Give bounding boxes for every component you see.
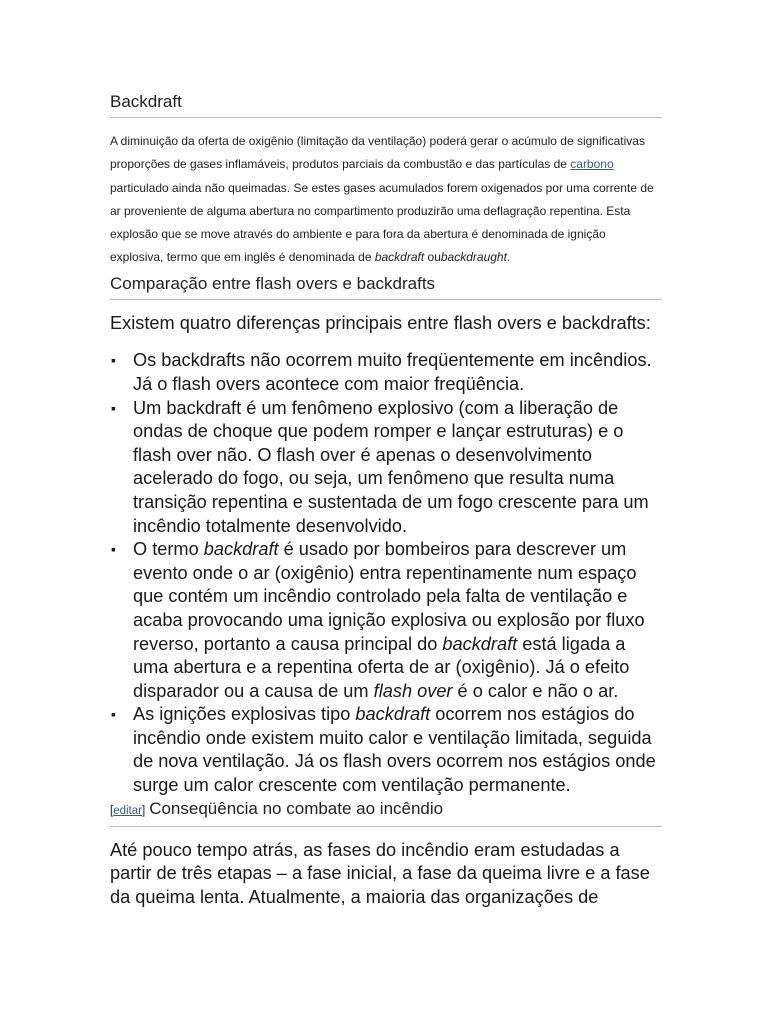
list-item-text-a: O termo — [133, 539, 204, 560]
list-item-term: backdraft — [355, 704, 431, 725]
bullet-icon: ▪ — [111, 541, 116, 558]
list-item-text-b: é usado por bombeiros para descrever um evento onde o ar (oxigênio) entra repentinamente num espaço que contém um incêndio controlado pela falta de ventilação e acaba provocando uma ignição explosiva ou explosão por fluxo reverso, portanto a causa principal do — [133, 539, 645, 654]
section-heading-consequencia — [110, 798, 662, 827]
intro-end: . — [506, 250, 511, 265]
term-backdraft: backdraft — [374, 250, 425, 265]
list-item-term: backdraft — [203, 539, 279, 560]
bullet-icon: ▪ — [111, 399, 116, 416]
list-item-text-d: é o calor e não o ar. — [452, 680, 619, 701]
article — [110, 0, 662, 909]
edit-bracket-close: ] — [141, 804, 146, 817]
section-heading-comparacao: Comparação entre flash overs e backdrafts — [110, 273, 662, 300]
intro-text-1: A diminuição da oferta de oxigênio (limitação da ventilação) poderá gerar o acúmulo de significativas proporções de gases inflamáveis, produtos parciais da combustão e das partículas de — [110, 134, 645, 172]
bullet-icon: ▪ — [111, 706, 116, 723]
list-item — [110, 349, 662, 396]
list-item-text: Um backdraft é um fenômeno explosivo (com a liberação de ondas de choque que podem romper e lançar estruturas) e o flash over não. O flash over é apenas o desenvolvimento acelerado do fogo, ou seja, um fenômeno que resulta numa transição repentina e sustentada de um fogo crescente para um incêndio totalmente desenvolvido. — [133, 397, 649, 536]
differences-list — [110, 349, 662, 797]
intro-paragraph — [110, 130, 662, 270]
list-item-text: Os backdrafts não ocorrem muito freqüentemente em incêndios. Já o flash overs acontece com maior freqüência. — [133, 350, 652, 394]
list-item-term: flash over — [373, 680, 453, 701]
edit-section-link — [110, 800, 145, 822]
list-item — [110, 538, 662, 703]
carbono-link[interactable]: carbono — [570, 157, 614, 172]
edit-link[interactable]: editar — [113, 804, 142, 817]
list-item-text-c: está ligada a uma abertura e a repentina oferta de ar (oxigênio). Já o efeito disparador ou a causa de um — [133, 633, 630, 701]
intro-text-2: particulado ainda não queimadas. Se estes gases acumulados forem oxigenados por uma corrente de ar proveniente de alguma abertura no compartimento produzirão uma deflagração repentina. Esta explosão que se move através do ambiente e para fora da abertura é denominada de ignição explosiva, termo que em inglês é denominada de — [110, 180, 654, 265]
list-item — [110, 703, 662, 797]
list-item-text-a: As ignições explosivas tipo — [133, 704, 356, 725]
term-backdraught: backdraught — [440, 250, 507, 265]
list-item-text-b: ocorrem nos estágios do incêndio onde existem muito calor e ventilação limitada, seguida de nova ventilação. Já os flash overs ocorrem nos estágios onde surge um calor crescente com ventilação permanente. — [133, 704, 656, 796]
consequence-paragraph: Até pouco tempo atrás, as fases do incêndio eram estudadas a partir de três etapas – a fase inicial, a fase da queima livre e a fase da queima lenta. Atualmente, a maioria das organizações de — [110, 839, 650, 907]
bullet-icon: ▪ — [111, 352, 116, 369]
list-item — [110, 397, 662, 539]
comparison-lead: Existem quatro diferenças principais entre flash overs e backdrafts: — [110, 312, 651, 333]
edit-bracket-open: [ — [110, 804, 114, 817]
list-item-term: backdraft — [442, 633, 518, 654]
consequence-heading-text: Conseqüência no combate ao incêndio — [149, 798, 444, 818]
section-heading-backdraft: Backdraft — [110, 91, 662, 118]
intro-between: ou — [424, 250, 441, 265]
